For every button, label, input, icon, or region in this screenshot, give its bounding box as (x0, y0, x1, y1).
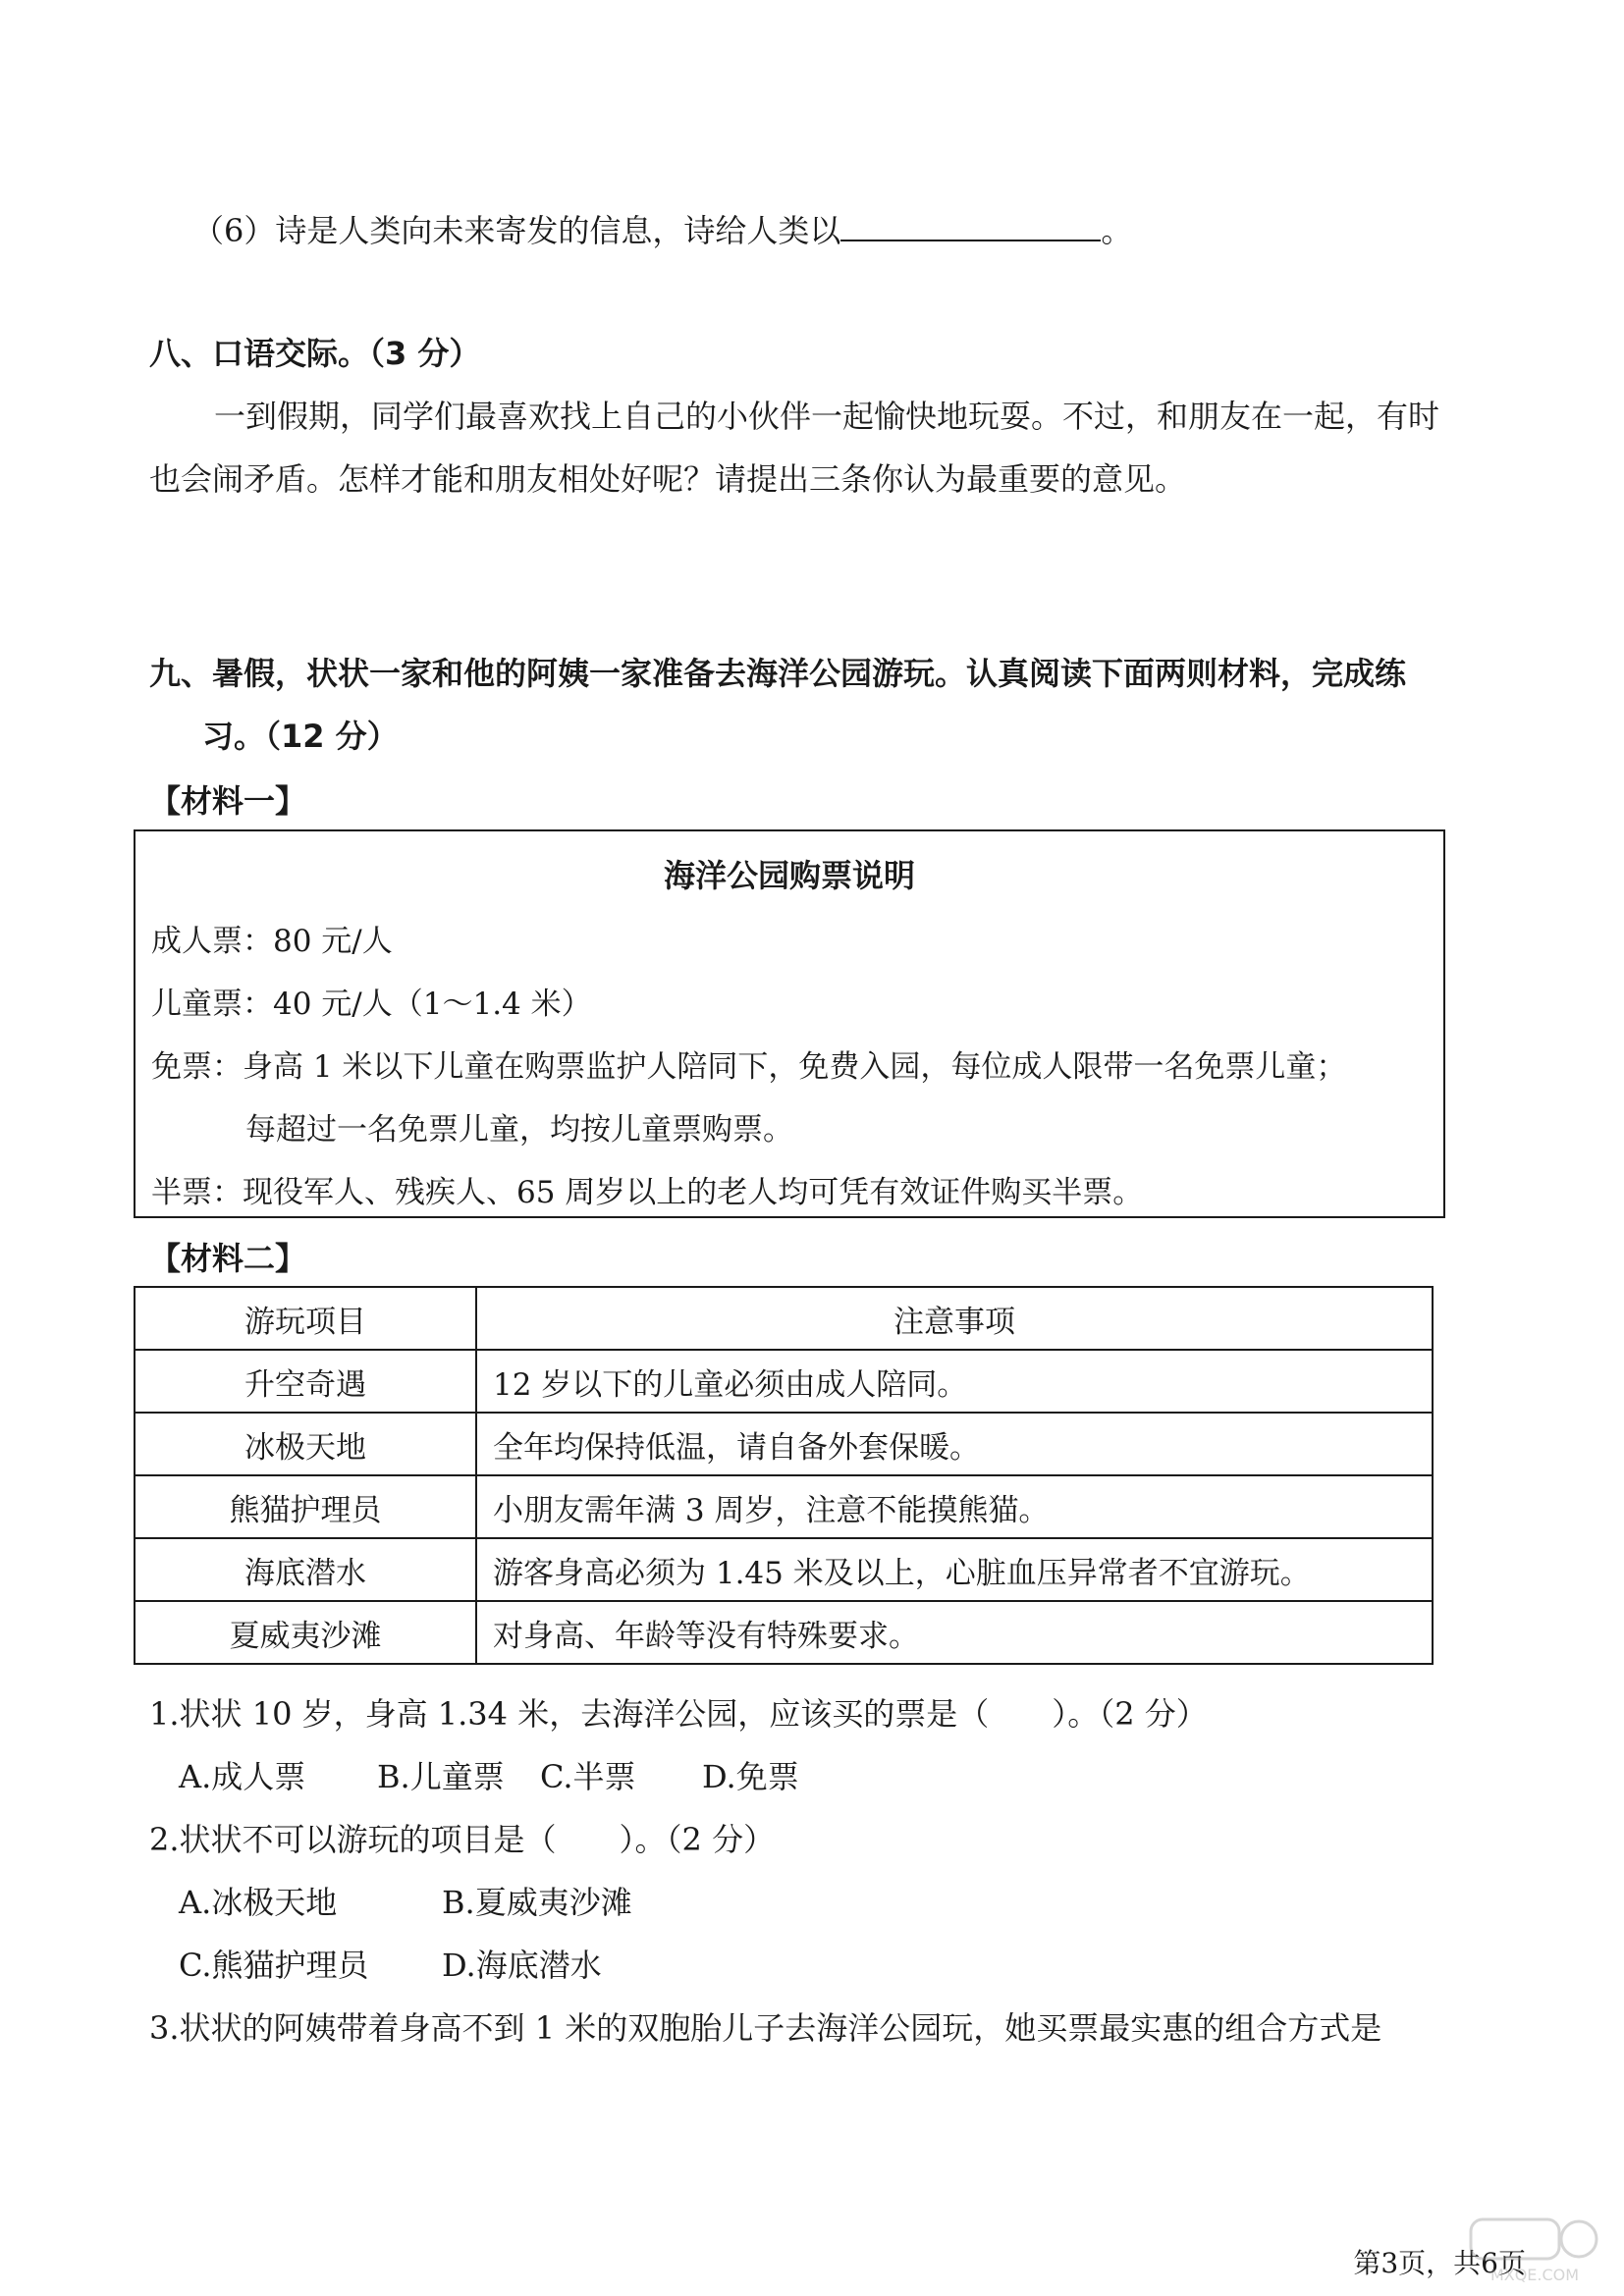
q2-option-c[interactable]: C.熊猫护理员 (179, 1947, 369, 1984)
q6-line (192, 210, 1132, 250)
material1-line-free-cont: 每超过一名免票儿童，均按儿童票购票。 (245, 1112, 793, 1148)
material1-line-half: 半票：现役军人、残疾人、65 周岁以上的老人均可凭有效证件购买半票。 (151, 1175, 1144, 1210)
table-row (135, 1538, 1433, 1601)
q2-option-d[interactable]: D.海底潜水 (442, 1947, 602, 1984)
table-header-notes: 注意事项 (476, 1287, 1433, 1350)
section8-heading: 八、口语交际。（3 分） (149, 335, 481, 372)
table-row (135, 1475, 1433, 1538)
q1-option-c[interactable]: C.半票 (540, 1758, 636, 1795)
section9-heading-line2: 习。（12 分） (202, 718, 399, 755)
table-header-project: 游玩项目 (135, 1287, 476, 1350)
table-cell-project: 升空奇遇 (135, 1350, 476, 1413)
q2-option-a[interactable]: A.冰极天地 (179, 1884, 338, 1921)
material2-table (134, 1286, 1434, 1665)
table-cell-notes: 全年均保持低温，请自备外套保暖。 (476, 1413, 1433, 1475)
q2-option-b[interactable]: B.夏威夷沙滩 (442, 1884, 632, 1921)
watermark-logo-icon (1461, 2217, 1608, 2286)
material1-line-child: 儿童票：40 元/人（1～1.4 米） (151, 987, 592, 1022)
table-cell-project: 海底潜水 (135, 1538, 476, 1601)
table-cell-notes: 小朋友需年满 3 周岁，注意不能摸熊猫。 (476, 1475, 1433, 1538)
q6-answer-blank[interactable] (840, 210, 1101, 241)
table-row (135, 1413, 1433, 1475)
q1-option-a[interactable]: A.成人票 (179, 1758, 306, 1795)
table-cell-project: 熊猫护理员 (135, 1475, 476, 1538)
q1-options (179, 1757, 799, 1796)
table-header-row (135, 1287, 1433, 1350)
q6-text: （6）诗是人类向未来寄发的信息，诗给人类以 (192, 212, 841, 249)
table-cell-notes: 游客身高必须为 1.45 米及以上，心脏血压异常者不宜游玩。 (476, 1538, 1433, 1601)
q1-option-b[interactable]: B.儿童票 (377, 1758, 505, 1795)
q2-options-row2 (179, 1946, 602, 1985)
section8-para-2: 也会闹矛盾。怎样才能和朋友相处好呢？请提出三条你认为最重要的意见。 (149, 460, 1187, 498)
table-cell-notes: 对身高、年龄等没有特殊要求。 (476, 1601, 1433, 1664)
q3-stem: 3.状状的阿姨带着身高不到 1 米的双胞胎儿子去海洋公园玩，她买票最实惠的组合方式是 (149, 2009, 1382, 2047)
section9-heading-line1: 九、暑假，状状一家和他的阿姨一家准备去海洋公园游玩。认真阅读下面两则材料，完成练 (149, 655, 1407, 692)
page-number: 第3页，共6页 (1353, 2247, 1526, 2279)
q2-stem: 2.状状不可以游玩的项目是（ ）。（2 分） (149, 1821, 776, 1858)
material1-title: 海洋公园购票说明 (663, 857, 915, 894)
table-cell-project: 冰极天地 (135, 1413, 476, 1475)
section8-para-1: 一到假期，同学们最喜欢找上自己的小伙伴一起愉快地玩耍。不过，和朋友在一起，有时 (214, 398, 1440, 435)
material1-box (134, 829, 1445, 1218)
q2-options-row1 (179, 1883, 632, 1922)
material2-label: 【材料二】 (149, 1240, 307, 1277)
material1-label: 【材料一】 (149, 782, 307, 820)
table-row (135, 1601, 1433, 1664)
material1-line-free: 免票：身高 1 米以下儿童在购票监护人陪同下，免费入园，每位成人限带一名免票儿童； (151, 1049, 1347, 1085)
table-cell-notes: 12 岁以下的儿童必须由成人陪同。 (476, 1350, 1433, 1413)
table-cell-project: 夏威夷沙滩 (135, 1601, 476, 1664)
svg-text:MXQE.COM: MXQE.COM (1489, 2266, 1580, 2284)
q1-stem: 1.状状 10 岁，身高 1.34 米，去海洋公园，应该买的票是（ ）。（2 分） (149, 1695, 1208, 1733)
q6-suffix: 。 (1101, 212, 1133, 249)
q1-option-d[interactable]: D.免票 (702, 1758, 799, 1795)
table-row (135, 1350, 1433, 1413)
material1-line-adult: 成人票：80 元/人 (151, 924, 393, 959)
